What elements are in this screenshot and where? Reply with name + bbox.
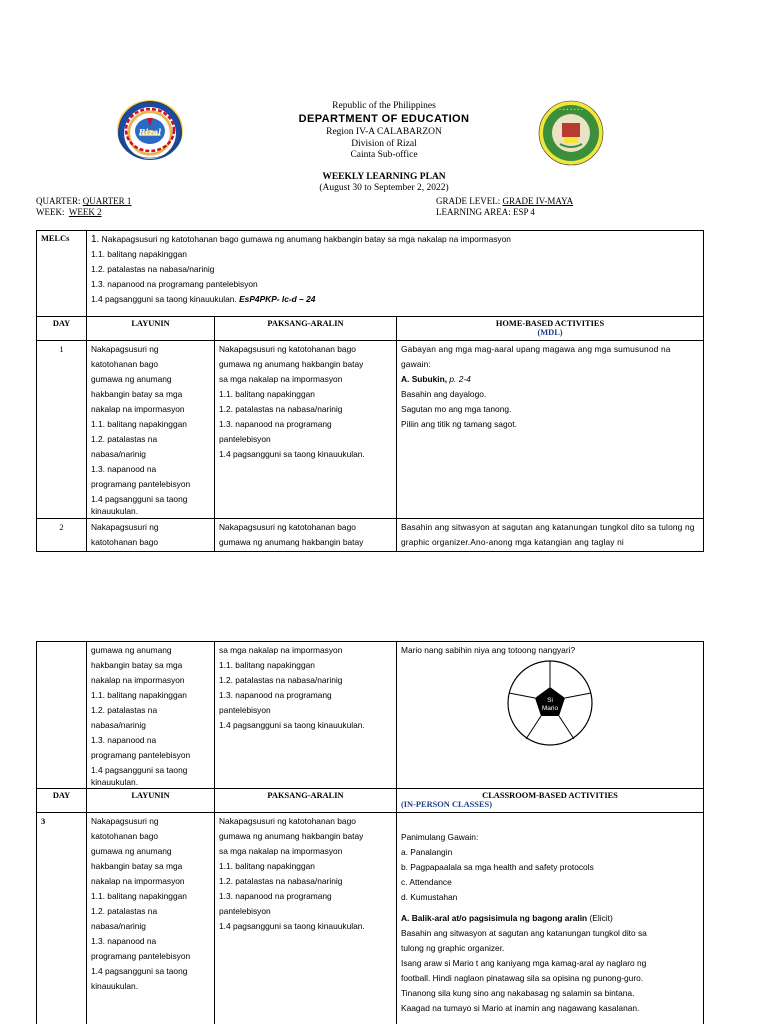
objective-line: nabasa/narinig [91, 720, 146, 730]
objective-line: hakbangin batay sa mga [91, 389, 183, 399]
objective-line: 1.2. patalastas na [91, 906, 158, 916]
day1-activities [397, 341, 704, 519]
area-value: ESP 4 [513, 207, 535, 217]
topic-line: 1.4 pagsangguni sa taong kinauukulan. [219, 921, 365, 931]
region-line: Region IV-A CALABARZON [326, 127, 442, 137]
melcs-row [37, 231, 704, 317]
topic-line: 1.1. balitang napakinggan [219, 861, 315, 871]
activities-subtitle: (MDL) [537, 328, 563, 337]
objective-line: katotohanan bago [91, 537, 159, 547]
objective-line: 1.4 pagsangguni sa taong [91, 494, 188, 504]
header-row-classroom [37, 789, 704, 813]
svg-text:• • • • • • •: • • • • • • • [558, 107, 584, 112]
intro-label: Panimulang Gawain: [401, 832, 479, 842]
body-line: Isang araw si Mario t ang kaniyang mga kamag-aral ay naglaro ng [401, 958, 647, 968]
objective-line: Nakapagsusuri ng [91, 816, 159, 826]
day3-topic [215, 813, 397, 1024]
section-a-tag: (Elicit) [587, 913, 613, 923]
day-cell-empty [37, 642, 87, 789]
plan-dates: (August 30 to September 2, 2022) [319, 183, 449, 193]
topic-line: sa mga nakalap na impormasyon [219, 645, 343, 655]
melcs-main-num: 1. [91, 234, 100, 245]
body-line: tulong ng graphic organizer. [401, 943, 505, 953]
topic-line: sa mga nakalap na impormasyon [219, 374, 343, 384]
objective-line: katotohanan bago [91, 831, 159, 841]
topic-line: sa mga nakalap na impormasyon [219, 846, 343, 856]
objective-line: gumawa ng anumang [91, 374, 172, 384]
topic-line: pantelebisyon [219, 906, 271, 916]
day3-row [37, 813, 704, 1024]
objective-line: nabasa/narinig [91, 449, 146, 459]
col-paksang-header: PAKSANG-ARALIN [215, 789, 397, 813]
melcs-item: 1.3. napanood na programang pantelebisyon [91, 279, 258, 289]
grade-value: GRADE IV-MAYA [502, 196, 574, 206]
svg-text:Rizal: Rizal [138, 127, 162, 137]
day2-activities [397, 519, 704, 552]
body-line: Basahin ang sitwasyon at sagutan ang katanungan tungkol dito sa [401, 928, 647, 938]
soccer-ball-graphic-organizer [506, 659, 594, 747]
objective-line: Nakapagsusuri ng [91, 344, 159, 354]
objective-line: nakalap na impormasyon [91, 876, 185, 886]
topic-line: 1.3. napanood na programang [219, 891, 332, 901]
objective-line: programang pantelebisyon [91, 479, 191, 489]
plan-title: WEEKLY LEARNING PLAN [322, 172, 446, 182]
activities-subtitle: (IN-PERSON CLASSES) [401, 800, 492, 809]
weekly-plan-table-page1 [36, 230, 704, 552]
weekly-plan-table-page2 [36, 641, 704, 1024]
intro-item: c. Attendance [401, 877, 452, 887]
objective-line: nakalap na impormasyon [91, 675, 185, 685]
melcs-main: Nakapagsusuri ng katotohanan bago gumawa ng anumang hakbangin batay sa mga nakalap na impormasyon [101, 234, 511, 244]
week-field [36, 207, 102, 218]
body-line: Tinanong sila kung sino ang nakabasag ng salamin sa bintana. [401, 988, 635, 998]
day2-topic [215, 519, 397, 552]
topic-line: 1.1. balitang napakinggan [219, 389, 315, 399]
topic-line: 1.2. patalastas na nabasa/narinig [219, 876, 343, 886]
day2-objectives-cont [87, 642, 215, 789]
topic-line: 1.4 pagsangguni sa taong kinauukulan. [219, 449, 365, 459]
day2-activities-cont [397, 642, 704, 789]
ball-label-mario: Mario [541, 705, 559, 712]
activity-text: Mario nang sabihin niya ang totoong nangyari? [401, 645, 576, 655]
day3-activities [397, 813, 704, 1024]
intro-item: b. Pagpapaalala sa mga health and safety protocols [401, 862, 594, 872]
objective-line: 1.3. napanood na [91, 464, 157, 474]
col-layunin-header: LAYUNIN [87, 789, 215, 813]
day2-objectives [87, 519, 215, 552]
day2-row [37, 519, 704, 552]
melcs-item: 1.2. patalastas na nabasa/narinig [91, 264, 215, 274]
topic-line: gumawa ng anumang hakbangin batay [219, 537, 364, 547]
grade-label: GRADE LEVEL: [436, 196, 501, 206]
topic-line: gumawa ng anumang hakbangin batay [219, 359, 364, 369]
header-row [37, 317, 704, 341]
day-number: 1 [37, 341, 87, 519]
col-day-header: DAY [37, 317, 87, 341]
activity-line: Sagutan mo ang mga tanong. [401, 404, 512, 414]
objective-line: hakbangin batay sa mga [91, 861, 183, 871]
objective-line: gumawa ng anumang [91, 645, 172, 655]
ball-label-si: Si [547, 697, 553, 704]
activity-text: Basahin ang sitwasyon at sagutan ang katanungan tungkol dito sa tulong ng graphic organizer.Ano-anong mga katangian ang taglay ni [401, 522, 695, 547]
day2-topic-cont [215, 642, 397, 789]
quarter-field [36, 196, 131, 207]
objective-line: 1.3. napanood na [91, 936, 157, 946]
topic-line: 1.2. patalastas na nabasa/narinig [219, 404, 343, 414]
objective-line: hakbangin batay sa mga [91, 660, 183, 670]
day-number: 3 [37, 813, 87, 1024]
melcs-item: 1.1. balitang napakinggan [91, 249, 187, 259]
topic-line: Nakapagsusuri ng katotohanan bago [219, 344, 356, 354]
topic-line: Nakapagsusuri ng katotohanan bago [219, 816, 356, 826]
melcs-item: 1.4 pagsangguni sa taong kinauukulan. [91, 294, 237, 304]
melcs-content [87, 231, 704, 317]
day-number: 2 [37, 519, 87, 552]
melcs-code: EsP4PKP- Ic-d – 24 [239, 294, 316, 304]
topic-line: Nakapagsusuri ng katotohanan bago [219, 522, 356, 532]
topic-line: pantelebisyon [219, 434, 271, 444]
objective-line: 1.3. napanood na [91, 735, 157, 745]
republic-line: Republic of the Philippines [332, 101, 436, 111]
day2-continued-row [37, 642, 704, 789]
activities-title: HOME-BASED ACTIVITIES [495, 319, 605, 328]
objective-line: 1.4 pagsangguni sa taong [91, 765, 188, 775]
objective-line: 1.2. patalastas na [91, 705, 158, 715]
objective-line: nabasa/narinig [91, 921, 146, 931]
topic-line: 1.2. patalastas na nabasa/narinig [219, 675, 343, 685]
objective-line: kinauukulan. [91, 777, 139, 787]
col-paksang-header: PAKSANG-ARALIN [215, 317, 397, 341]
activity-line: Basahin ang dayalogo. [401, 389, 487, 399]
topic-line: 1.3. napanood na programang [219, 690, 332, 700]
melcs-label: MELCs [37, 231, 87, 317]
intro-item: a. Panalangin [401, 847, 453, 857]
area-field [436, 207, 535, 218]
objective-line: 1.1. balitang napakinggan [91, 891, 187, 901]
objective-line: katotohanan bago [91, 359, 159, 369]
grade-field [436, 196, 573, 207]
quarter-label: QUARTER: [36, 196, 81, 206]
activity-a-page: p. 2-4 [447, 374, 471, 384]
col-activities-header [397, 317, 704, 341]
objective-line: Nakapagsusuri ng [91, 522, 159, 532]
objective-line: 1.2. patalastas na [91, 434, 158, 444]
day1-topic [215, 341, 397, 519]
activity-line: Piliin ang titik ng tamang sagot. [401, 419, 517, 429]
objective-line: gumawa ng anumang [91, 846, 172, 856]
body-line: football. Hindi naglaon pinatawag sila sa opisina ng punong-guro. [401, 973, 644, 983]
body-line: Kaagad na tumayo si Mario at inamin ang nagawang kasalanan. [401, 1003, 640, 1013]
activities-title: CLASSROOM-BASED ACTIVITIES [482, 791, 618, 800]
week-value: WEEK 2 [68, 207, 102, 217]
day1-row [37, 341, 704, 519]
section-a-heading: A. Balik-aral at/o pagsisimula ng bagong aralin [401, 913, 588, 923]
objective-line: kinauukulan. [91, 981, 139, 991]
department-title: DEPARTMENT OF EDUCATION [298, 113, 470, 125]
day3-objectives [87, 813, 215, 1024]
topic-line: 1.1. balitang napakinggan [219, 660, 315, 670]
topic-line: 1.4 pagsangguni sa taong kinauukulan. [219, 720, 365, 730]
col-layunin-header: LAYUNIN [87, 317, 215, 341]
week-label: WEEK: [36, 207, 65, 217]
objective-line: 1.1. balitang napakinggan [91, 419, 187, 429]
area-label: LEARNING AREA: [436, 207, 511, 217]
col-day-header: DAY [37, 789, 87, 813]
objective-line: 1.1. balitang napakinggan [91, 690, 187, 700]
activity-intro: Gabayan ang mga mag-aaral upang magawa ang mga sumusunod na gawain: [401, 344, 671, 369]
objective-line: 1.4 pagsangguni sa taong [91, 966, 188, 976]
topic-line: 1.3. napanood na programang [219, 419, 332, 429]
quarter-value: QUARTER 1 [82, 196, 132, 206]
objective-line: programang pantelebisyon [91, 951, 191, 961]
objective-line: kinauukulan. [91, 506, 139, 516]
office-line: Cainta Sub-office [350, 150, 418, 160]
day1-objectives [87, 341, 215, 519]
activity-a-label: A. Subukin, [401, 374, 448, 384]
topic-line: pantelebisyon [219, 705, 271, 715]
objective-line: nakalap na impormasyon [91, 404, 185, 414]
intro-item: d. Kumustahan [401, 892, 458, 902]
objective-line: programang pantelebisyon [91, 750, 191, 760]
topic-line: gumawa ng anumang hakbangin batay [219, 831, 364, 841]
division-line: Division of Rizal [351, 139, 417, 149]
col-activities-header [397, 789, 704, 813]
